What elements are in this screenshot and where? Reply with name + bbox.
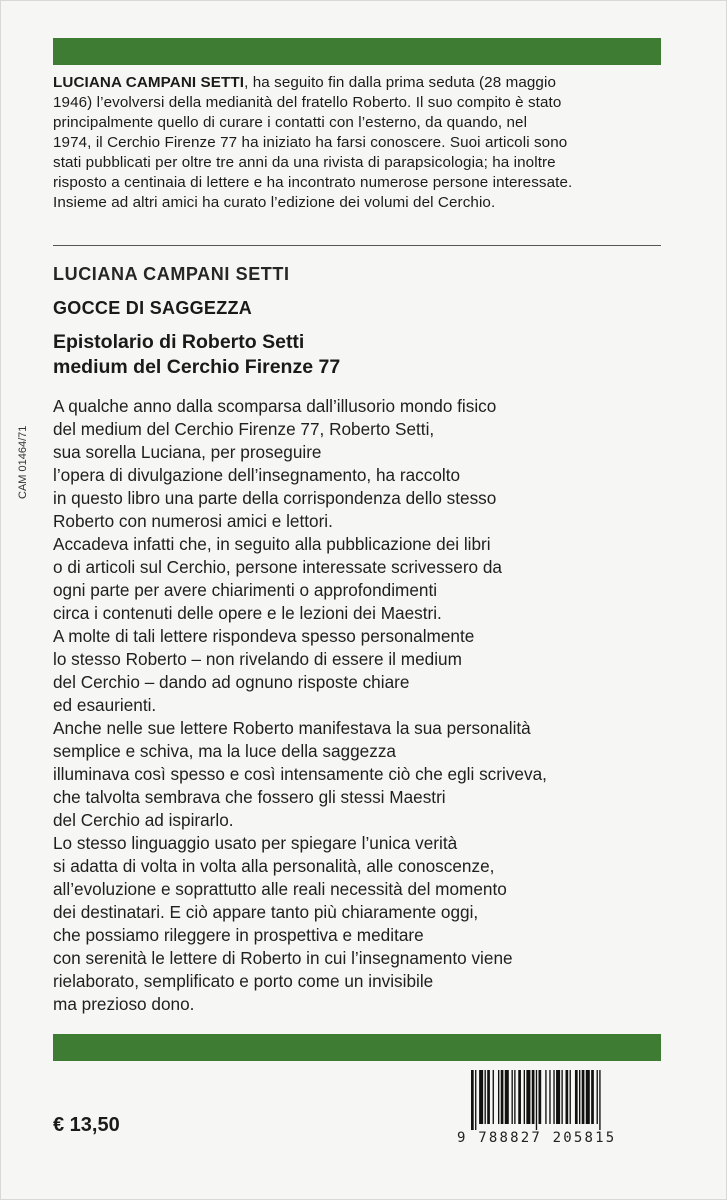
description-line: A molte di tali lettere rispondeva spesso personalmente <box>53 626 475 646</box>
bio-author-name: LUCIANA CAMPANI SETTI <box>53 74 245 91</box>
bio-line-6: risposto a centinaia di lettere e ha incontrato numerose persone interessate. <box>53 174 573 191</box>
description-line: che possiamo rileggere in prospettiva e meditare <box>53 925 424 945</box>
description-line: Accadeva infatti che, in seguito alla pubblicazione dei libri <box>53 534 491 554</box>
barcode-bar <box>485 1070 486 1124</box>
description-line: illuminava così spesso e così intensamente ciò che egli scriveva, <box>53 764 547 784</box>
barcode-bar <box>471 1070 474 1130</box>
book-subtitle <box>53 330 340 380</box>
book-title: GOCCE DI SAGGEZZA <box>53 298 253 318</box>
barcode-bar <box>512 1070 513 1124</box>
barcode-bar <box>518 1070 521 1124</box>
bottom-green-band <box>53 1034 661 1061</box>
bio-line-1: , ha seguito fin dalla prima seduta (28 maggio <box>244 74 557 91</box>
description-line: lo stesso Roberto – non rivelando di essere il medium <box>53 649 462 669</box>
barcode-bar <box>539 1070 542 1124</box>
barcode-bar <box>501 1070 504 1124</box>
isbn-digits: 9 788827 205815 <box>457 1130 617 1146</box>
book-description <box>53 395 673 1016</box>
barcode-bar <box>553 1070 554 1124</box>
description-line: all’evoluzione e soprattutto alle reali necessità del momento <box>53 879 507 899</box>
subtitle-line-2: medium del Cerchio Firenze 77 <box>53 356 341 378</box>
barcode-bar <box>475 1070 476 1130</box>
isbn-barcode <box>457 1070 667 1148</box>
description-line: in questo libro una parte della corrispondenza dello stesso <box>53 488 497 508</box>
barcode-bar <box>556 1070 560 1124</box>
barcode-bar <box>514 1070 515 1124</box>
description-line: con serenità le lettere di Roberto in cui l’insegnamento viene <box>53 948 513 968</box>
barcode-bar <box>599 1070 600 1130</box>
description-line: Roberto con numerosi amici e lettori. <box>53 511 333 531</box>
bio-line-2: 1946) l’evolversi della medianità del fratello Roberto. Il suo compito è stato <box>53 94 562 111</box>
description-line: semplice e schiva, ma la luce della saggezza <box>53 741 396 761</box>
barcode-bars <box>457 1070 667 1130</box>
description-line: ma prezioso dono. <box>53 994 195 1014</box>
author-name: LUCIANA CAMPANI SETTI <box>53 264 290 284</box>
bio-line-7: Insieme ad altri amici ha curato l’edizione dei volumi del Cerchio. <box>53 194 496 211</box>
price-label: € 13,50 <box>53 1114 120 1136</box>
barcode-bar <box>561 1070 562 1124</box>
catalog-code <box>5 399 29 499</box>
barcode-bar <box>505 1070 509 1124</box>
barcode-bar <box>545 1070 546 1124</box>
description-line: ogni parte per avere chiarimenti o approfondimenti <box>53 580 438 600</box>
barcode-bar <box>532 1070 535 1124</box>
barcode-bar <box>575 1070 578 1124</box>
section-divider <box>53 245 661 246</box>
description-line: o di articoli sul Cerchio, persone interessate scrivessero da <box>53 557 502 577</box>
bio-line-3: principalmente quello di curare i contatti con l’esterno, da quando, nel <box>53 114 528 131</box>
barcode-bar <box>493 1070 494 1124</box>
barcode-bar <box>536 1070 537 1130</box>
description-line: sua sorella Luciana, per proseguire <box>53 442 322 462</box>
author-biography <box>53 73 665 213</box>
barcode-bar <box>597 1070 598 1124</box>
description-line: dei destinatari. E ciò appare tanto più chiaramente oggi, <box>53 902 479 922</box>
bio-line-5: stati pubblicati per oltre tre anni da una rivista di parapsicologia; ha inoltre <box>53 154 556 171</box>
description-line: rielaborato, semplificato e porto come un invisibile <box>53 971 434 991</box>
barcode-bar <box>549 1070 550 1124</box>
barcode-bar <box>487 1070 490 1124</box>
barcode-bar <box>579 1070 580 1124</box>
subtitle-line-1: Epistolario di Roberto Setti <box>53 331 305 353</box>
description-line: che talvolta sembrava che fossero gli stessi Maestri <box>53 787 446 807</box>
top-green-band <box>53 38 661 65</box>
description-line: Lo stesso linguaggio usato per spiegare l’unica verità <box>53 833 458 853</box>
description-line: ed esaurienti. <box>53 695 157 715</box>
description-line: si adatta di volta in volta alla personalità, alle conoscenze, <box>53 856 495 876</box>
description-line: A qualche anno dalla scomparsa dall’illusorio mondo fisico <box>53 396 497 416</box>
barcode-bar <box>566 1070 569 1124</box>
description-line: circa i contenuti delle opere e le lezioni dei Maestri. <box>53 603 442 623</box>
description-line: del medium del Cerchio Firenze 77, Roberto Setti, <box>53 419 435 439</box>
catalog-code-text: CAM 01464/71 <box>17 425 29 499</box>
barcode-bar <box>591 1070 594 1124</box>
description-line: l’opera di divulgazione dell’insegnamento, ha raccolto <box>53 465 461 485</box>
barcode-bar <box>526 1070 530 1124</box>
barcode-bar <box>498 1070 499 1124</box>
barcode-bar <box>524 1070 525 1124</box>
description-line: Anche nelle sue lettere Roberto manifestava la sua personalità <box>53 718 531 738</box>
barcode-bar <box>570 1070 571 1124</box>
barcode-bar <box>586 1070 590 1124</box>
description-line: del Cerchio – dando ad ognuno risposte chiare <box>53 672 410 692</box>
barcode-bar <box>582 1070 585 1124</box>
description-line: del Cerchio ad ispirarlo. <box>53 810 234 830</box>
bio-line-4: 1974, il Cerchio Firenze 77 ha iniziato ha farsi conoscere. Suoi articoli sono <box>53 134 568 151</box>
barcode-bar <box>479 1070 483 1124</box>
